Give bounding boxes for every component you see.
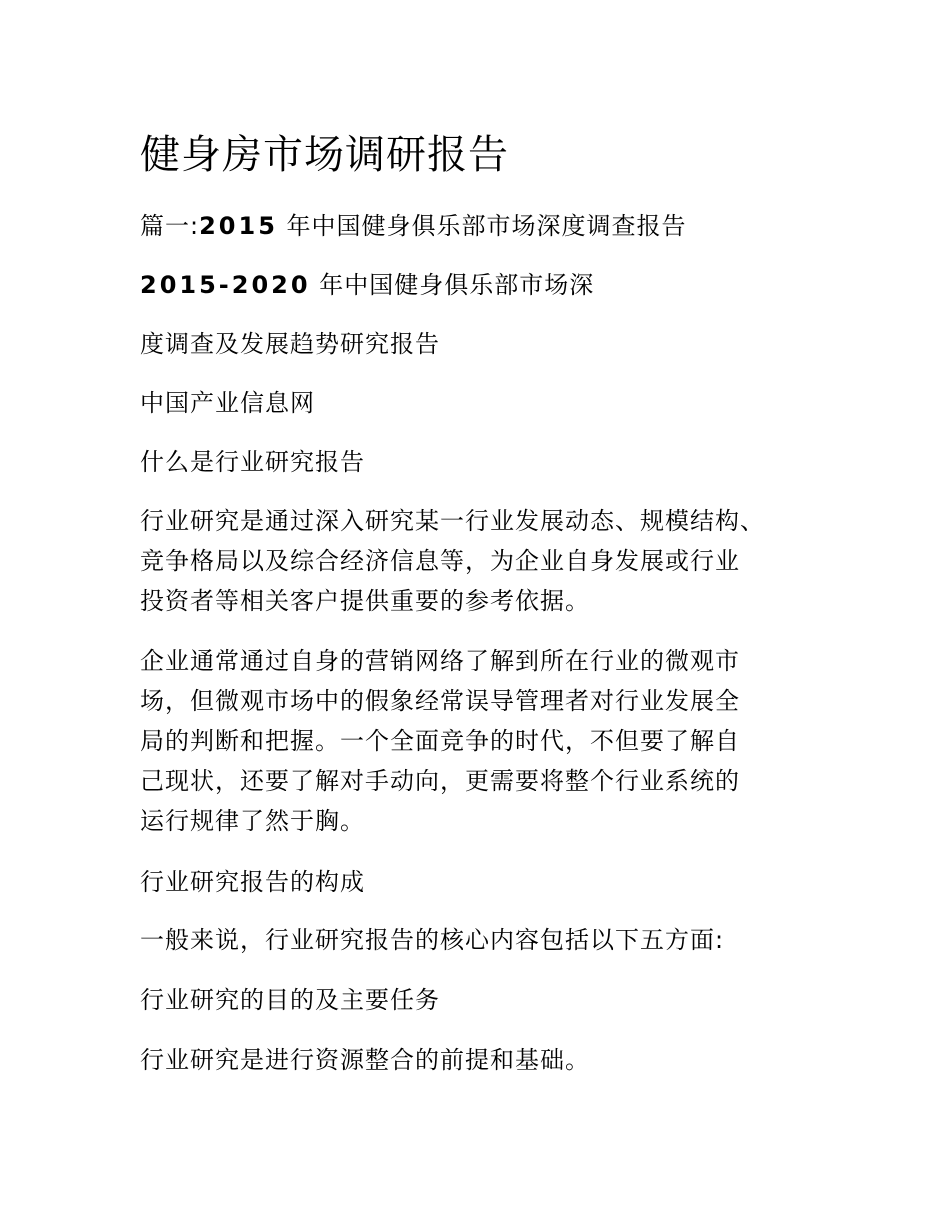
paragraph-line: 场，但微观市场中的假象经常误导管理者对行业发展全 bbox=[140, 687, 740, 715]
report-title-line bbox=[140, 265, 594, 305]
section-heading bbox=[140, 206, 687, 246]
basis-line: 行业研究是进行资源整合的前提和基础。 bbox=[140, 1046, 590, 1074]
general-intro-line: 一般来说，行业研究报告的核心内容包括以下五方面: bbox=[140, 926, 725, 954]
paragraph-line: 己现状，还要了解对手动向，更需要将整个行业系统的 bbox=[140, 767, 740, 795]
report-title-text: 年中国健身俱乐部市场深 bbox=[319, 271, 595, 299]
heading-structure: 行业研究报告的构成 bbox=[140, 868, 365, 896]
paragraph-line: 投资者等相关客户提供重要的参考依据。 bbox=[140, 587, 590, 615]
paragraph-line: 竞争格局以及综合经济信息等，为企业自身发展或行业 bbox=[140, 547, 740, 575]
report-subtitle-line: 度调查及发展趋势研究报告 bbox=[140, 330, 440, 358]
source-line: 中国产业信息网 bbox=[140, 389, 315, 417]
paragraph-line: 运行规律了然于胸。 bbox=[140, 807, 365, 835]
paragraph-line: 企业通常通过自身的营销网络了解到所在行业的微观市 bbox=[140, 647, 740, 675]
heading-purpose: 行业研究的目的及主要任务 bbox=[140, 986, 440, 1014]
section-heading-text: 年中国健身俱乐部市场深度调查报告 bbox=[286, 212, 687, 240]
document-title: 健身房市场调研报告 bbox=[140, 132, 509, 178]
paragraph-line: 局的判断和把握。一个全面竞争的时代，不但要了解自 bbox=[140, 727, 740, 755]
paragraph-line: 行业研究是通过深入研究某一行业发展动态、规模结构、 bbox=[140, 507, 765, 535]
section-year: 2015 bbox=[199, 212, 278, 240]
heading-what-is: 什么是行业研究报告 bbox=[140, 448, 365, 476]
section-prefix: 篇一: bbox=[140, 212, 200, 240]
report-years: 2015-2020 bbox=[140, 271, 311, 299]
